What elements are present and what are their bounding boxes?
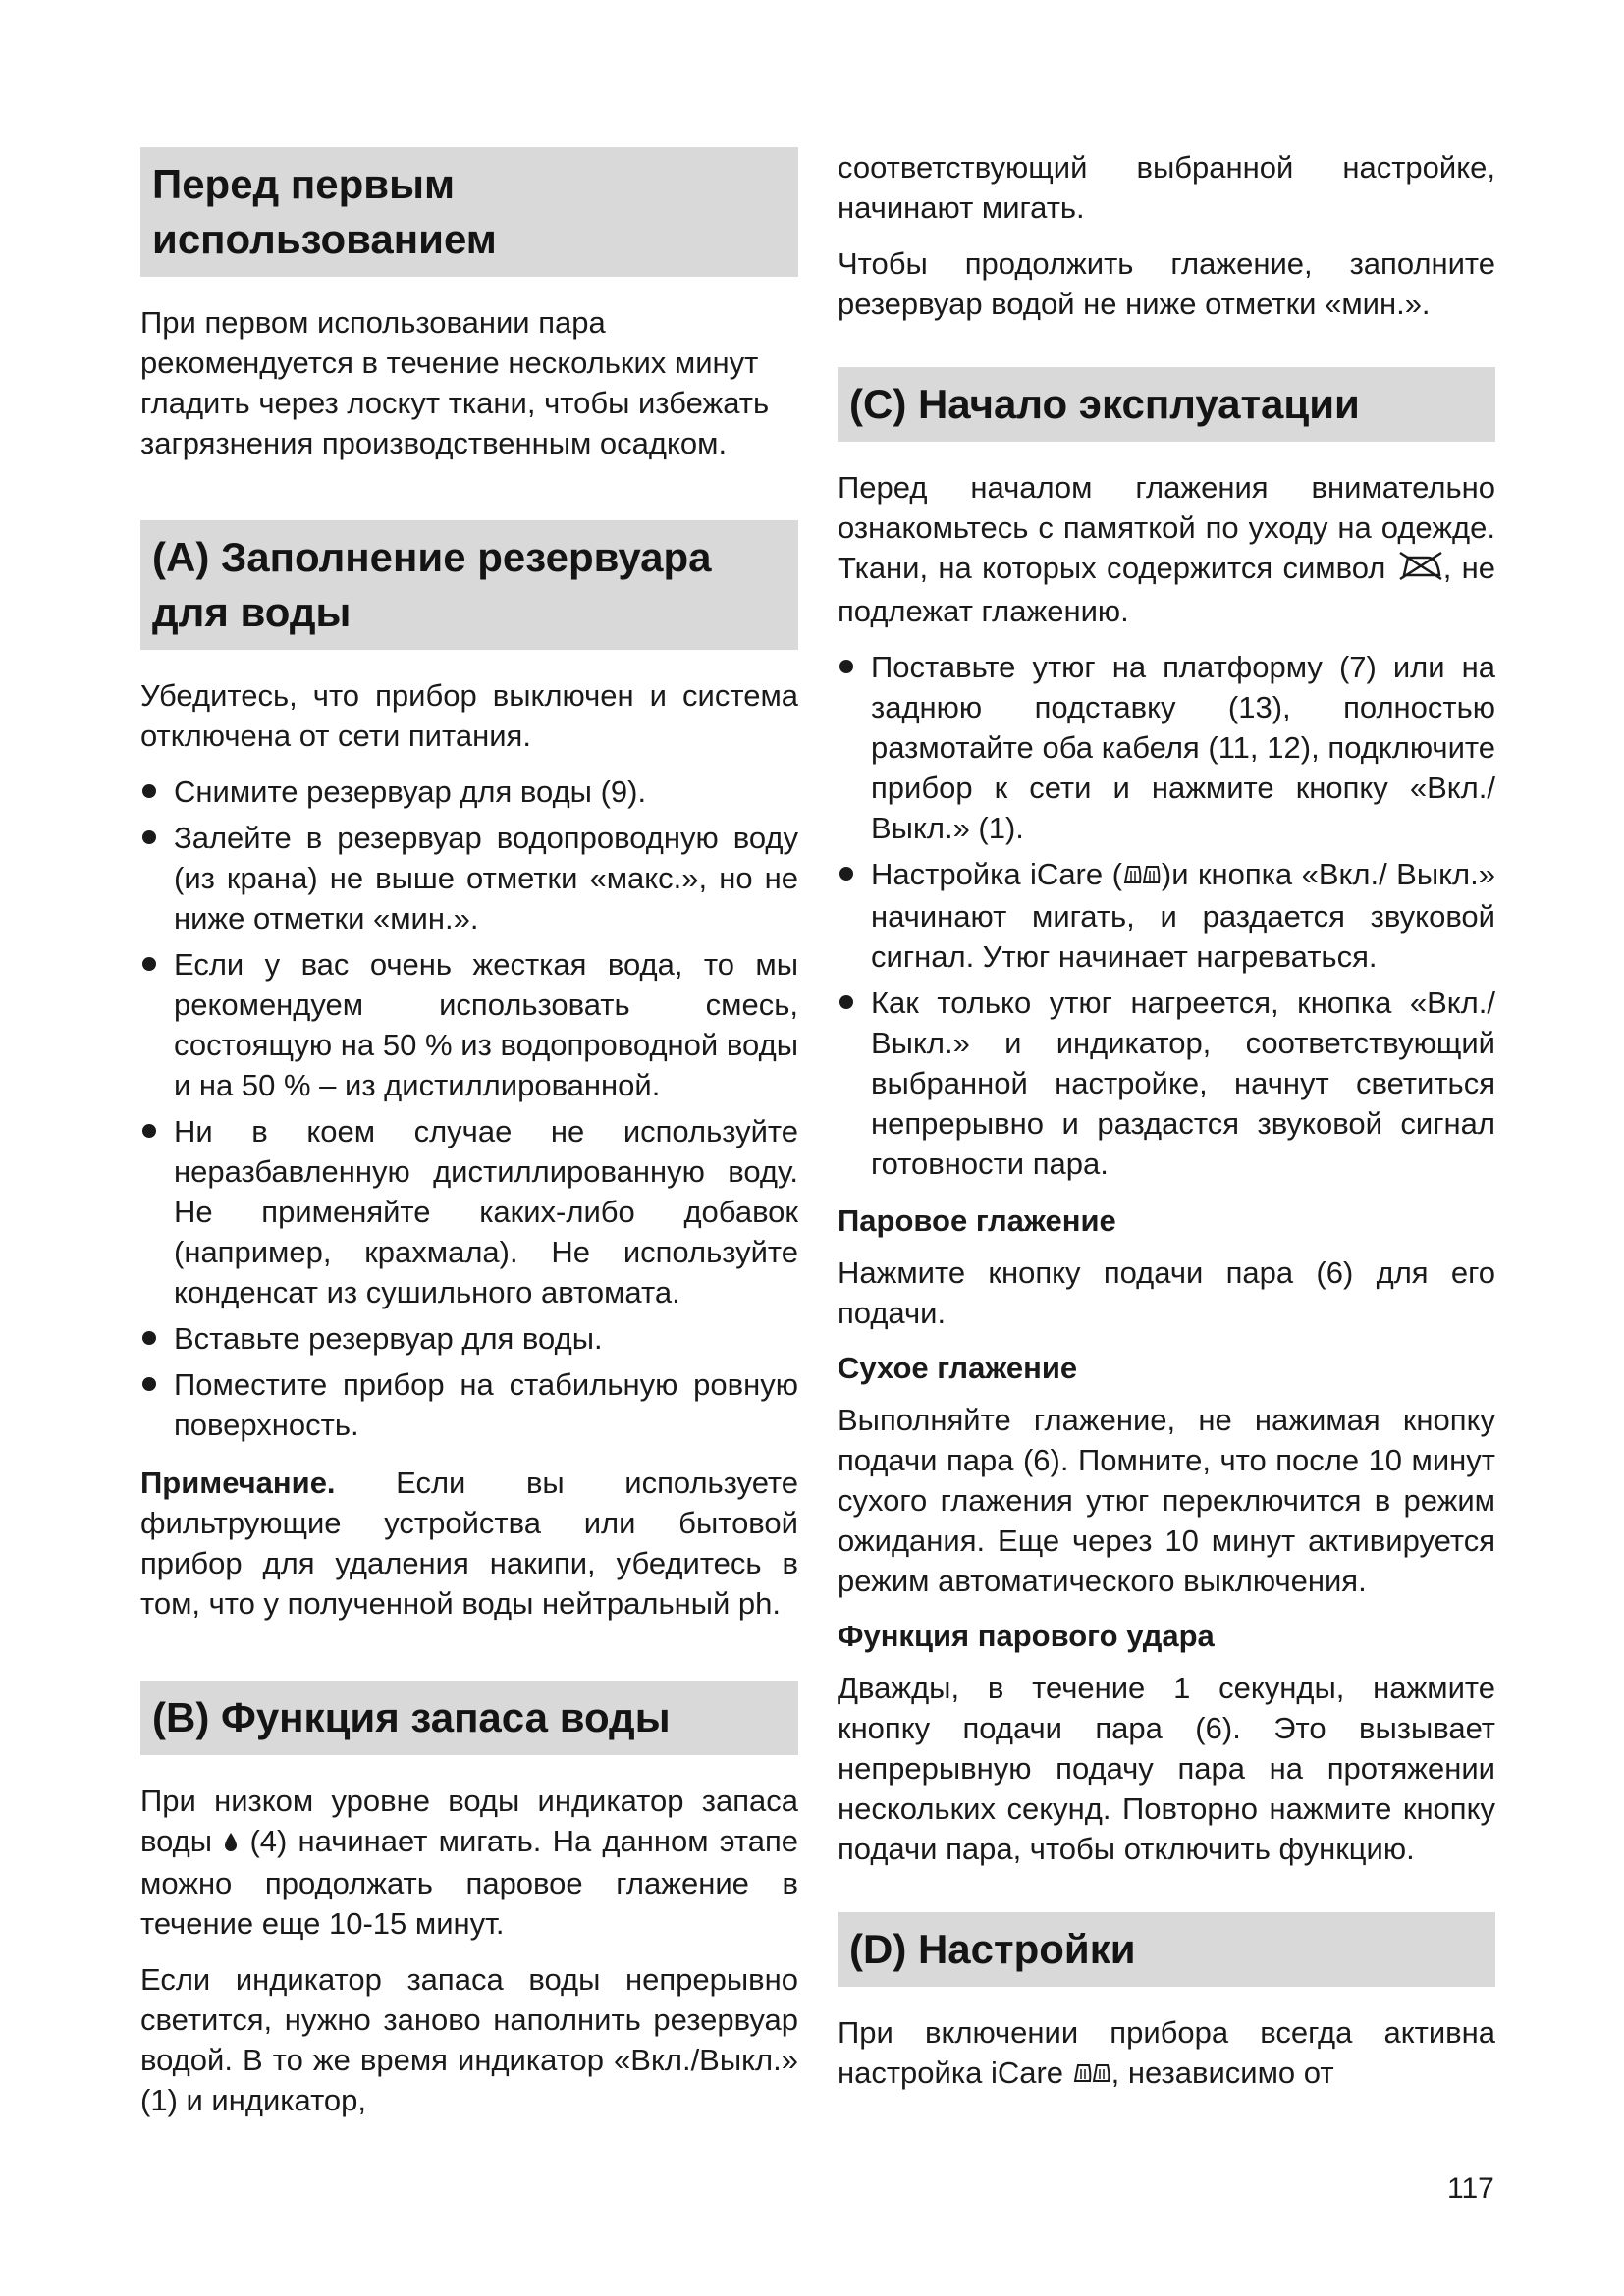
water-reserve-p2: Если индикатор запаса воды непрерывно светится, нужно заново наполнить резервуар водой. В то же время индикатор «Вкл./Выкл.» (1) и индикатор, <box>140 1962 798 2118</box>
list-item: Вставьте резервуар для воды. <box>140 1318 798 1359</box>
list-item: Если у вас очень жесткая вода, то мы рекомендуем использовать смесь, состоящую на 50 % из водопроводной воды и на 50 % – из дистиллированной. <box>140 944 798 1105</box>
section-heading-d <box>838 1912 1495 1987</box>
right-column <box>838 147 1495 2110</box>
icare-icon <box>1072 2055 1111 2095</box>
subheading-dry-ironing: Сухое глажение <box>838 1351 1078 1386</box>
list-item: Ни в коем случае не используйте неразбавленную дистиллированную воду. Не применяйте каких-либо добавок (например, крахмала). Не используйте конденсат из сушильного автомата. <box>140 1111 798 1312</box>
note-text: Если вы используете фильтрующие устройства или бытовой прибор для удаления накипи, убедитесь в том, что у полученной воды нейтральный ph. <box>140 1466 798 1621</box>
steam-ironing-text: Нажмите кнопку подачи пара (6) для его подачи. <box>838 1255 1495 1331</box>
getting-started-list <box>838 647 1495 1184</box>
continuation-text-1: соответствующий выбранной настройке, начинают мигать. <box>838 150 1495 225</box>
water-drop-icon <box>223 1823 239 1863</box>
list-item: Поставьте утюг на платформу (7) или на заднюю подставку (13), полностью размотайте оба кабеля (11, 12), подключите прибор к сети и нажмите кнопку «Вкл./Выкл.» (1). <box>838 647 1495 848</box>
page-number: 117 <box>1447 2172 1494 2205</box>
note-paragraph <box>140 1463 798 1624</box>
list-item: Как только утюг нагреется, кнопка «Вкл./ Выкл.» и индикатор, соответствующий выбранной настройке, начнут светиться непрерывно и раздастся звуковой сигнал готовности пара. <box>838 983 1495 1184</box>
getting-started-intro: Перед началом глажения внимательно ознакомьтесь с памяткой по уходу на одежде. Ткани, на которых содержится символ , не подлежат глажению. <box>838 470 1495 628</box>
note-label: Примечание. <box>140 1466 336 1500</box>
no-iron-symbol-icon <box>1396 550 1443 591</box>
dry-ironing-text: Выполняйте глажение, не нажимая кнопку подачи пара (6). Помните, что после 10 минут сухого глажения утюг переключится в режим ожидания. Еще через 10 минут активируется режим автоматического выключения. <box>838 1403 1495 1599</box>
heading-fill-tank: (A) Заполнение резервуара для воды <box>152 534 712 635</box>
list-item: Поместите прибор на стабильную ровную поверхность. <box>140 1364 798 1445</box>
icare-icon <box>1122 856 1162 896</box>
fill-tank-list <box>140 772 798 1445</box>
settings-text: При включении прибора всегда активна настройка iCare , независимо от <box>838 2012 1495 2095</box>
heading-water-reserve: (B) Функция запаса воды <box>152 1694 671 1740</box>
subheading-steam-shot: Функция парового удара <box>838 1619 1215 1654</box>
water-reserve-p1: При низком уровне воды индикатор запаса воды (4) начинает мигать. На данном этапе можно продолжать паровое глажение в течение еще 10-15 минут. <box>140 1784 798 1942</box>
heading-first-use: Перед первым использованием <box>152 161 497 262</box>
section-heading-first-use <box>140 147 798 277</box>
fill-tank-intro: Убедитесь, что прибор выключен и система отключена от сети питания. <box>140 678 798 753</box>
continuation-text-2: Чтобы продолжить глажение, заполните резервуар водой не ниже отметки «мин.». <box>838 246 1495 321</box>
steam-shot-text: Дважды, в течение 1 секунды, нажмите кнопку подачи пара (6). Это вызывает непрерывную подачу пара на протяжении нескольких секунд. Повторно нажмите кнопку подачи пара, чтобы отключить функцию. <box>838 1671 1495 1867</box>
list-item: Залейте в резервуар водопроводную воду (из крана) не выше отметки «макс.», но не ниже отметки «мин.». <box>140 818 798 938</box>
first-use-text: При первом использовании пара рекомендуется в течение нескольких минут гладить через лоскут ткани, чтобы избежать загрязнения производственным осадком. <box>140 305 770 460</box>
left-column <box>140 147 798 2136</box>
subheading-steam-ironing: Паровое глажение <box>838 1203 1116 1239</box>
section-heading-b <box>140 1681 798 1755</box>
list-item: Настройка iCare ( )и кнопка «Вкл./ Выкл.» начинают мигать, и раздается звуковой сигнал. Утюг начинает нагреваться. <box>838 854 1495 977</box>
heading-getting-started: (C) Начало эксплуатации <box>849 381 1360 427</box>
list-item: Снимите резервуар для воды (9). <box>140 772 798 812</box>
section-heading-c <box>838 367 1495 442</box>
section-heading-a <box>140 520 798 650</box>
heading-settings: (D) Настройки <box>849 1926 1136 1973</box>
